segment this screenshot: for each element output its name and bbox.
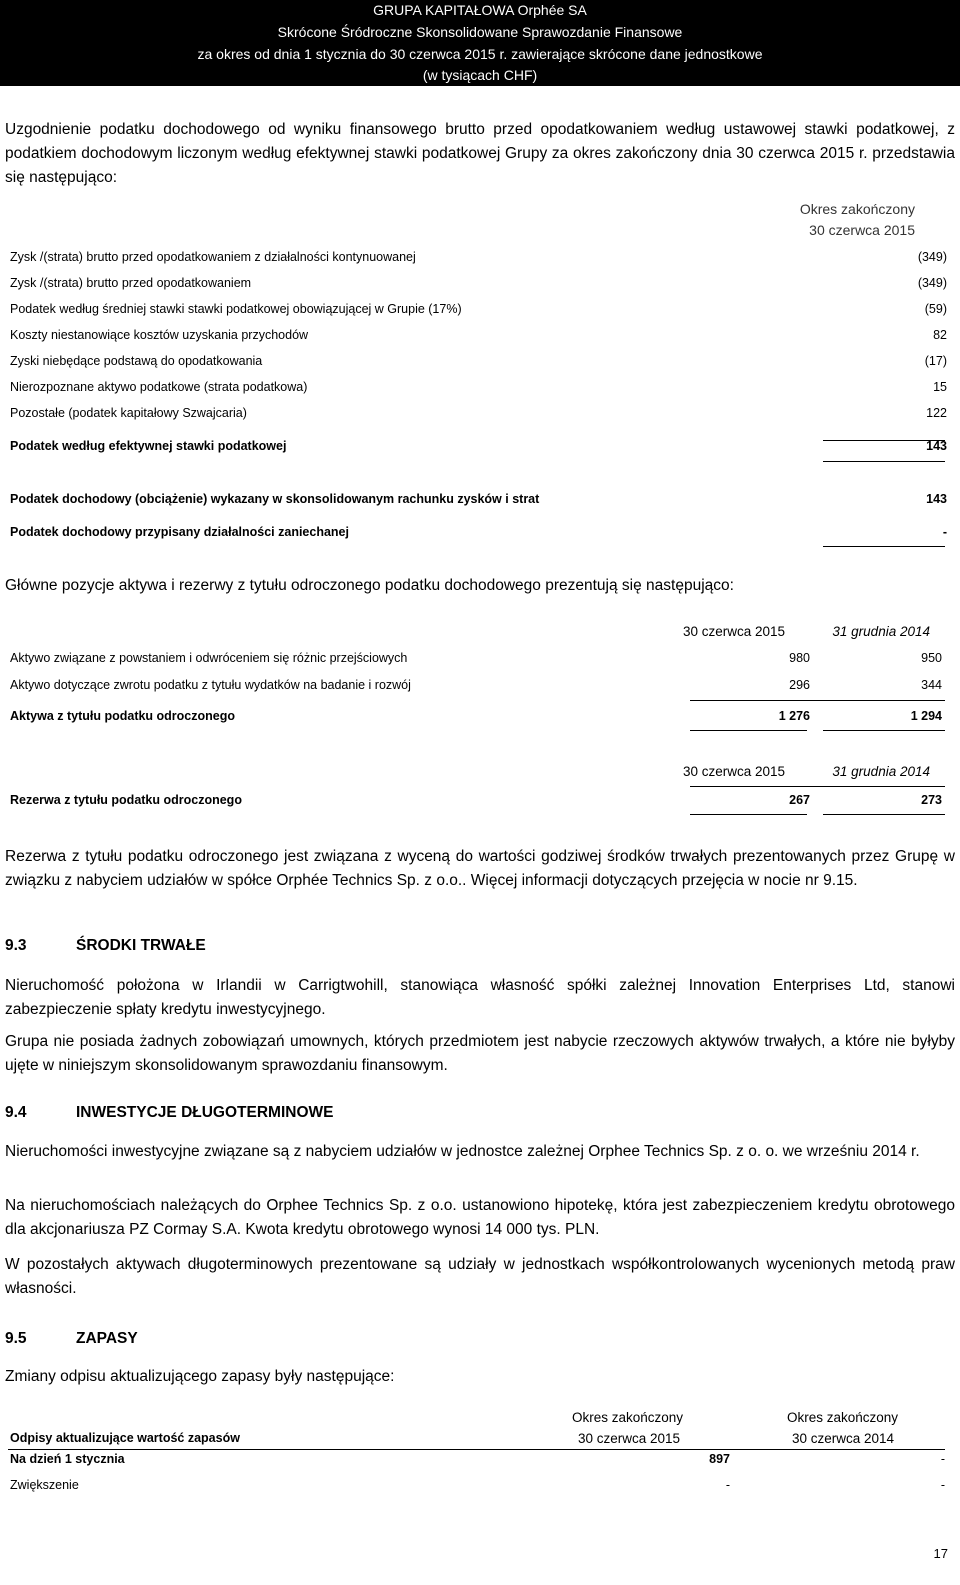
table-row-value: (59) [924, 302, 947, 316]
table-row-value: 897 [709, 1452, 730, 1466]
section-93-title: ŚRODKI TRWAŁE [76, 937, 206, 954]
intro-paragraph: Uzgodnienie podatku dochodowego od wyniku finansowego brutto przed opodatkowaniem według ustawowej stawki podatkowej, z podatkiem dochodowym liczonym według efektywnej stawki podatkowej Grupy za okres zakończony dnia 30 czerwca 2015 r. przedstawia się następująco: [5, 121, 955, 186]
tax-total-value: 143 [926, 439, 947, 453]
inv-header-line [8, 1449, 945, 1450]
section-94-number: 9.4 [5, 1104, 27, 1121]
table-row-label: Podatek według średniej stawki stawki podatkowej obowiązującej w Grupie (17%) [10, 302, 462, 316]
table-row-value: 15 [933, 380, 947, 394]
table-row-value: 122 [926, 406, 947, 420]
reserve-header-line [690, 786, 945, 787]
section-94-p1: Nieruchomości inwestycyjne związane są z nabyciem udziałów w jednostce zależnej Orphee Technics Sp. z o. o. we wrześniu 2014 r. [5, 1143, 920, 1160]
reserve-label: Rezerwa z tytułu podatku odroczonego [10, 793, 242, 807]
header-company: GRUPA KAPITAŁOWA Orphée SA [373, 2, 587, 18]
tax-pl-value: 143 [926, 492, 947, 506]
table-row-value: (349) [917, 250, 947, 264]
reserve-col2: 31 grudnia 2014 [832, 764, 930, 779]
assets-total-line-2 [823, 730, 945, 731]
assets-subtotal-line [690, 700, 945, 701]
assets-col2: 31 grudnia 2014 [832, 624, 930, 639]
table-row-label: Zyski niebędące podstawą do opodatkowania [10, 354, 263, 368]
table-row-value: - [940, 1452, 945, 1466]
table-row-value: 344 [921, 678, 942, 692]
inv-col1-line1: Okres zakończony [572, 1410, 684, 1425]
table-row-label: Aktywo dotyczące zwrotu podatku z tytułu wydatków na badanie i rozwój [10, 678, 411, 692]
header-period: za okres od dnia 1 stycznia do 30 czerwca 2015 r. zawierające skrócone dane jednostkowe [197, 46, 763, 62]
table-row-label: Na dzień 1 stycznia [10, 1452, 125, 1466]
assets-col1: 30 czerwca 2015 [682, 624, 785, 639]
section-93-p1: Nieruchomość położona w Irlandii w Carrigtwohill, stanowiąca własność spółki zależnej Innovation Enterprises Ltd, stanowi zabezpieczenie spłaty kredytu inwestycyjnego. [5, 977, 955, 1018]
reserve-v2: 273 [921, 793, 942, 807]
header-currency: (w tysiącach CHF) [422, 67, 538, 83]
header-report: Skrócone Śródroczne Skonsolidowane Sprawozdanie Finansowe [277, 24, 683, 40]
reserve-col1: 30 czerwca 2015 [682, 764, 785, 779]
table-row-value: 980 [789, 651, 810, 665]
tax-col-header-1: Okres zakończony [799, 201, 915, 217]
tax-total-line [823, 461, 945, 462]
reserve-line-2 [823, 814, 945, 815]
section-95-number: 9.5 [5, 1330, 27, 1347]
table-row-label: Pozostałe (podatek kapitałowy Szwajcaria) [10, 406, 247, 420]
table-row-value: 82 [933, 328, 947, 342]
table-row-value: - [940, 1478, 945, 1492]
assets-total-line-1 [690, 730, 807, 731]
table-row-label: Nierozpoznane aktywo podatkowe (strata podatkowa) [10, 380, 308, 394]
tax-total-label: Podatek według efektywnej stawki podatkowej [10, 439, 287, 453]
tax-col-header-2: 30 czerwca 2015 [809, 222, 915, 238]
table-row-label: Zysk /(strata) brutto przed opodatkowaniem [10, 276, 252, 290]
section-94-title: INWESTYCJE DŁUGOTERMINOWE [76, 1104, 334, 1121]
tax-disc-value: - [942, 525, 947, 539]
table-row-label: Aktywo związane z powstaniem i odwróceniem się różnic przejściowych [10, 651, 408, 665]
assets-total-v2: 1 294 [910, 709, 942, 723]
reserve-paragraph: Rezerwa z tytułu podatku odroczonego jest związana z wyceną do wartości godziwej środków trwałych prezentowanych przez Grupę w związku z nabyciem udziałów w spółce Orphée Technics Sp. z o.o.. Więcej informacji dotyczących przejęcia w nocie nr 9.15. [5, 848, 955, 889]
reserve-line-1 [690, 814, 807, 815]
tax-disc-label: Podatek dochodowy przypisany działalności zaniechanej [10, 525, 349, 539]
table-row-label: Koszty niestanowiące kosztów uzyskania przychodów [10, 328, 309, 342]
tax-disc-line [823, 546, 945, 547]
section-94-p3: W pozostałych aktywach długoterminowych prezentowane są udziały w jednostkach współkontrolowanych wycenionych metodą praw własności. [5, 1256, 955, 1297]
inv-header-label: Odpisy aktualizujące wartość zapasów [10, 1431, 240, 1445]
table-row-value: (349) [917, 276, 947, 290]
reserve-v1: 267 [789, 793, 810, 807]
deferred-intro: Główne pozycje aktywa i rezerwy z tytułu odroczonego podatku dochodowego prezentują się następująco: [5, 577, 734, 594]
tax-pl-label: Podatek dochodowy (obciążenie) wykazany w skonsolidowanym rachunku zysków i strat [10, 492, 540, 506]
assets-total-v1: 1 276 [778, 709, 810, 723]
inv-col1-line2: 30 czerwca 2015 [578, 1431, 681, 1446]
table-row-value: (17) [924, 354, 947, 368]
assets-total-label: Aktywa z tytułu podatku odroczonego [10, 709, 236, 723]
section-93-p2: Grupa nie posiada żadnych zobowiązań umownych, których przedmiotem jest nabycie rzeczowych aktywów trwałych, a które nie byłyby ujęte w niniejszym skonsolidowanym sprawozdaniu finansowym. [5, 1033, 955, 1074]
section-93-number: 9.3 [5, 937, 27, 954]
table-row-value: 950 [921, 651, 942, 665]
table-row-label: Zysk /(strata) brutto przed opodatkowaniem z działalności kontynuowanej [10, 250, 416, 264]
page-header [0, 0, 960, 86]
table-row-label: Zwiększenie [10, 1478, 79, 1492]
section-95-title: ZAPASY [76, 1330, 138, 1347]
table-row-value: 296 [789, 678, 810, 692]
inv-col2-line1: Okres zakończony [787, 1410, 899, 1425]
section-94-p2: Na nieruchomościach należących do Orphee Technics Sp. z o.o. ustanowiono hipotekę, która jest zabezpieczeniem kredytu obrotowego dla akcjonariusza PZ Cormay S.A. Kwota kredytu obrotowego wynosi 14 000 tys. PLN. [5, 1197, 955, 1238]
section-95-p1: Zmiany odpisu aktualizującego zapasy były następujące: [5, 1368, 395, 1385]
page-number: 17 [933, 1546, 948, 1561]
inv-col2-line2: 30 czerwca 2014 [792, 1431, 895, 1446]
table-row-value: - [725, 1478, 730, 1492]
